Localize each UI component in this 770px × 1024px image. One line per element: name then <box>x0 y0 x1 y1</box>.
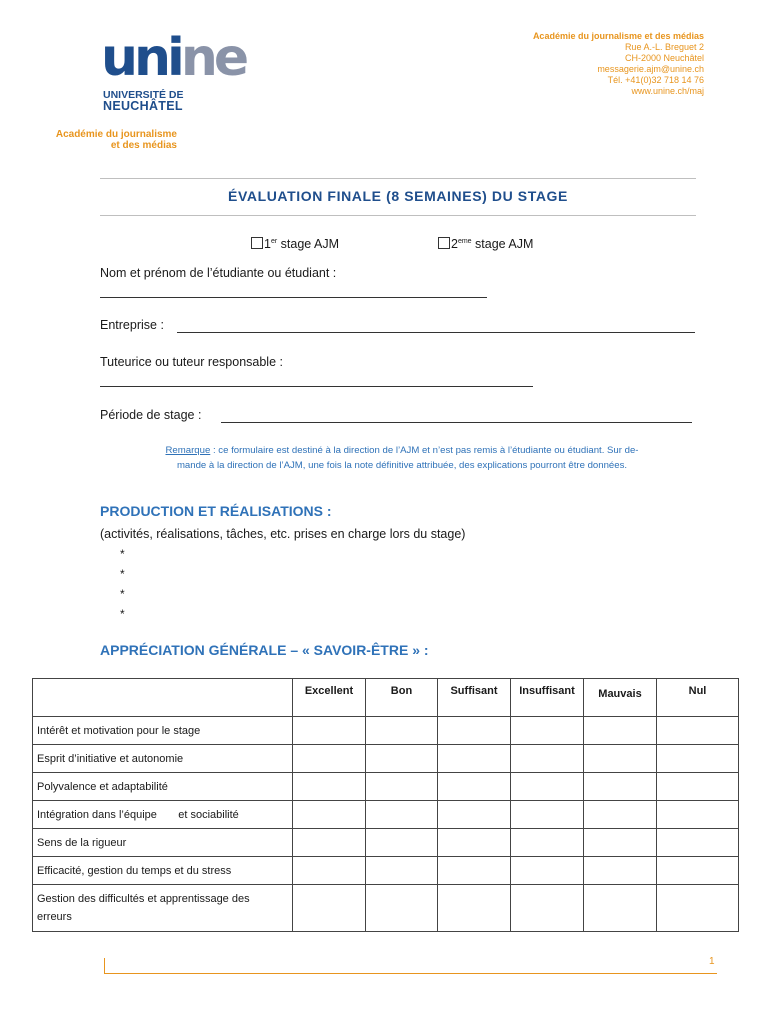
bullet-item: * <box>120 607 125 621</box>
rating-cell[interactable] <box>438 717 511 745</box>
rating-cell[interactable] <box>584 857 657 885</box>
academy-name: Académie du journalisme et des médias <box>55 129 177 151</box>
rating-cell[interactable] <box>366 857 438 885</box>
rating-cell[interactable] <box>584 745 657 773</box>
rating-cell[interactable] <box>438 885 511 932</box>
rating-cell[interactable] <box>511 745 584 773</box>
appreciation-heading: APPRÉCIATION GÉNÉRALE – « SAVOIR-ÊTRE » : <box>100 642 429 658</box>
table-row <box>33 717 739 745</box>
column-header: Excellent <box>293 679 366 717</box>
company-label: Entreprise : <box>100 318 164 332</box>
rating-cell[interactable] <box>657 773 739 801</box>
rating-cell[interactable] <box>438 829 511 857</box>
criterion-label: Polyvalence et adaptabilité <box>33 773 293 801</box>
column-header: Suffisant <box>438 679 511 717</box>
production-subtitle: (activités, réalisations, tâches, etc. prises en charge lors du stage) <box>100 527 466 541</box>
company-field[interactable] <box>177 332 695 333</box>
column-header: Nul <box>657 679 739 717</box>
rating-cell[interactable] <box>657 801 739 829</box>
criteria-header <box>33 679 293 717</box>
rating-cell[interactable] <box>366 885 438 932</box>
checkbox-icon[interactable] <box>438 237 450 249</box>
tutor-label: Tuteurice ou tuteur responsable : <box>100 355 283 369</box>
rating-cell[interactable] <box>657 717 739 745</box>
rating-cell[interactable] <box>438 745 511 773</box>
rating-cell[interactable] <box>657 745 739 773</box>
remark-note: Remarque : ce formulaire est destiné à la direction de l’AJM et n’est pas remis à l’étudiante ou étudiant. Sur de- mande à la direction de l’AJM, une fois la note définitive attribuée, des explications pourront être données. <box>165 445 639 471</box>
rating-cell[interactable] <box>293 773 366 801</box>
rating-cell[interactable] <box>366 773 438 801</box>
rating-cell[interactable] <box>293 745 366 773</box>
rating-cell[interactable] <box>511 829 584 857</box>
rating-cell[interactable] <box>293 717 366 745</box>
rating-cell[interactable] <box>366 717 438 745</box>
period-field[interactable] <box>221 422 692 423</box>
rating-cell[interactable] <box>511 773 584 801</box>
rating-cell[interactable] <box>584 773 657 801</box>
rating-cell[interactable] <box>293 857 366 885</box>
column-header: Bon <box>366 679 438 717</box>
page-number: 1 <box>709 956 715 967</box>
rating-cell[interactable] <box>438 857 511 885</box>
rating-cell[interactable] <box>584 829 657 857</box>
rating-cell[interactable] <box>366 745 438 773</box>
criterion-label: Sens de la rigueur <box>33 829 293 857</box>
rating-cell[interactable] <box>511 885 584 932</box>
address-block: Académie du journalisme et des médias Rue A.-L. Breguet 2 CH-2000 Neuchâtel messagerie.ajm@unine.ch Tél. +41(0)32 718 14 76 www.unine.ch/maj <box>532 31 704 96</box>
rating-cell[interactable] <box>584 801 657 829</box>
checkbox-second-stage[interactable]: 2eme stage AJM <box>438 237 533 251</box>
column-header: Insuffisant <box>511 679 584 717</box>
document-title: ÉVALUATION FINALE (8 SEMAINES) DU STAGE <box>228 188 568 204</box>
student-name-field[interactable] <box>100 297 487 298</box>
tutor-field[interactable] <box>100 386 533 387</box>
criterion-label: Intégration dans l’équipe et sociabilité <box>33 801 293 829</box>
rating-cell[interactable] <box>438 773 511 801</box>
table-row <box>33 745 739 773</box>
rating-cell[interactable] <box>584 885 657 932</box>
university-name: UNIVERSITÉ DE NEUCHÂTEL <box>103 89 184 113</box>
table-header-row <box>33 679 739 717</box>
title-rule-top <box>100 178 696 179</box>
rating-cell[interactable] <box>438 801 511 829</box>
table-row <box>33 829 739 857</box>
rating-cell[interactable] <box>293 801 366 829</box>
student-name-label: Nom et prénom de l’étudiante ou étudiant : <box>100 266 337 280</box>
bullet-item: * <box>120 567 125 581</box>
rating-cell[interactable] <box>366 801 438 829</box>
rating-cell[interactable] <box>511 857 584 885</box>
criterion-label: Gestion des difficultés et apprentissage des erreurs <box>33 885 293 932</box>
footer-rule <box>104 973 717 974</box>
rating-cell[interactable] <box>511 801 584 829</box>
table-row <box>33 801 739 829</box>
bullet-item: * <box>120 587 125 601</box>
rating-cell[interactable] <box>657 829 739 857</box>
rating-cell[interactable] <box>366 829 438 857</box>
title-rule-bottom <box>100 215 696 216</box>
period-label: Période de stage : <box>100 408 202 422</box>
rating-cell[interactable] <box>657 885 739 932</box>
table-row <box>33 885 739 932</box>
rating-cell[interactable] <box>657 857 739 885</box>
checkbox-first-stage[interactable]: 1er stage AJM <box>251 237 339 251</box>
rating-cell[interactable] <box>511 717 584 745</box>
bullet-item: * <box>120 547 125 561</box>
table-row <box>33 773 739 801</box>
footer-rule-vertical <box>104 958 105 974</box>
column-header: Mauvais <box>584 679 657 717</box>
rating-cell[interactable] <box>293 829 366 857</box>
rating-cell[interactable] <box>293 885 366 932</box>
table-row <box>33 857 739 885</box>
appreciation-table <box>32 678 739 932</box>
production-heading: PRODUCTION ET RÉALISATIONS : <box>100 503 332 519</box>
criterion-label: Efficacité, gestion du temps et du stress <box>33 857 293 885</box>
checkbox-icon[interactable] <box>251 237 263 249</box>
criterion-label: Intérêt et motivation pour le stage <box>33 717 293 745</box>
criterion-label: Esprit d’initiative et autonomie <box>33 745 293 773</box>
rating-cell[interactable] <box>584 717 657 745</box>
unine-logo: unine <box>101 28 246 88</box>
